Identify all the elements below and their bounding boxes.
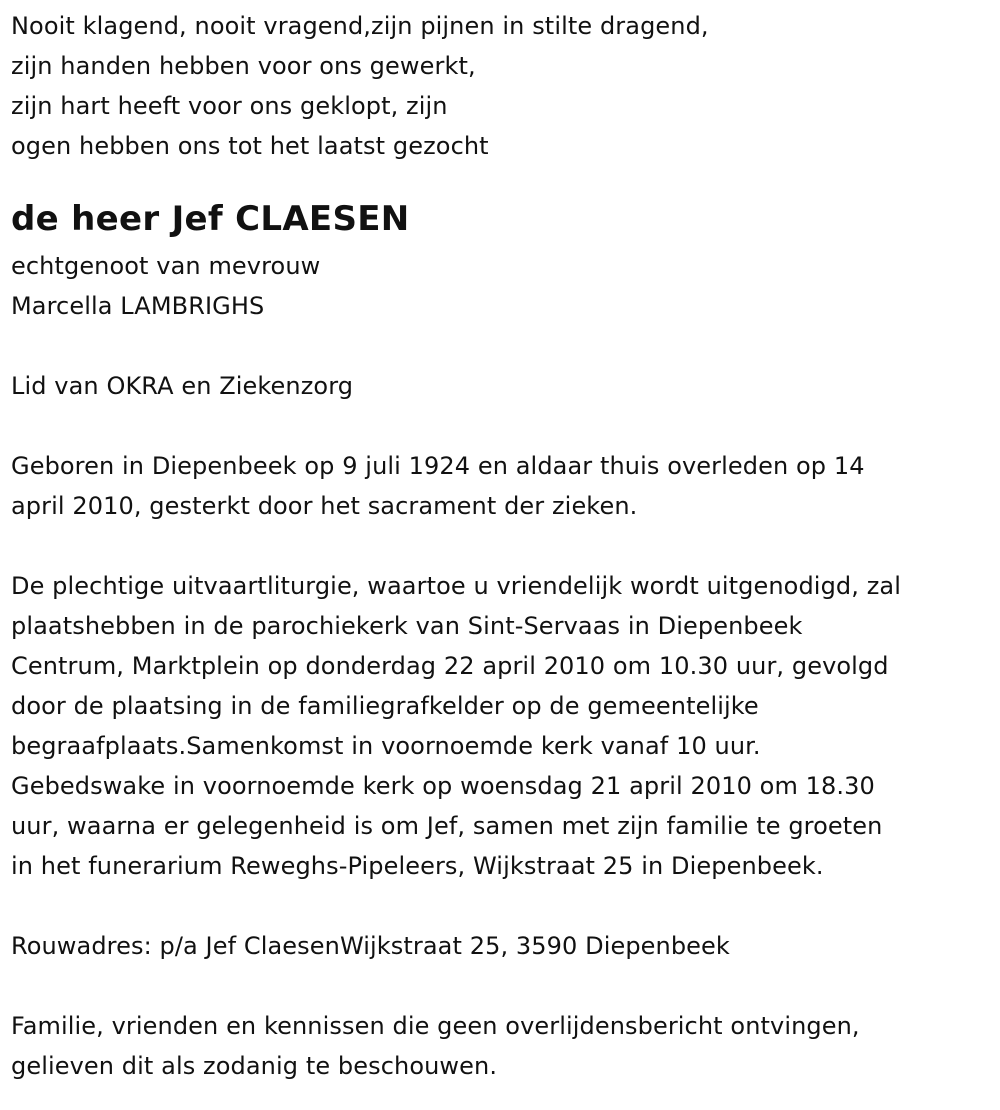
closing-line-2: gelieven dit als zodanig te beschouwen.: [11, 1052, 498, 1080]
spacer: [11, 886, 996, 926]
spacer: [11, 966, 996, 1006]
mourning-address: Rouwadres: p/a Jef ClaesenWijkstraat 25, 3590 Diepenbeek: [11, 932, 730, 960]
spouse-line-1: echtgenoot van mevrouw: [11, 252, 321, 280]
funeral-line-3: Centrum, Marktplein op donderdag 22 april 2010 om 10.30 uur, gevolgd: [11, 652, 889, 680]
birth-death-line-1: Geboren in Diepenbeek op 9 juli 1924 en aldaar thuis overleden op 14: [11, 452, 865, 480]
birth-death-paragraph: [11, 446, 996, 526]
poem-line-4: ogen hebben ons tot het laatst gezocht: [11, 132, 489, 160]
poem-line-2: zijn handen hebben voor ons gewerkt,: [11, 52, 476, 80]
funeral-line-7: uur, waarna er gelegenheid is om Jef, samen met zijn familie te groeten: [11, 812, 883, 840]
death-notice: [11, 6, 996, 1086]
birth-death-line-2: april 2010, gesterkt door het sacrament der zieken.: [11, 492, 638, 520]
closing-paragraph: [11, 1006, 996, 1086]
funeral-line-5: begraafplaats.Samenkomst in voornoemde kerk vanaf 10 uur.: [11, 732, 761, 760]
membership: Lid van OKRA en Ziekenzorg: [11, 372, 354, 400]
funeral-line-1: De plechtige uitvaartliturgie, waartoe u vriendelijk wordt uitgenodigd, zal: [11, 572, 901, 600]
spacer: [11, 166, 996, 192]
funeral-line-4: door de plaatsing in de familiegrafkelder op de gemeentelijke: [11, 692, 759, 720]
spacer: [11, 526, 996, 566]
poem-line-1: Nooit klagend, nooit vragend,zijn pijnen in stilte dragend,: [11, 12, 709, 40]
spouse-line-2: Marcella LAMBRIGHS: [11, 292, 265, 320]
poem: [11, 6, 996, 166]
deceased-block: [11, 192, 996, 326]
funeral-line-6: Gebedswake in voornoemde kerk op woensdag 21 april 2010 om 18.30: [11, 772, 875, 800]
deceased-name: de heer Jef CLAESEN: [11, 199, 410, 239]
closing-line-1: Familie, vrienden en kennissen die geen overlijdensbericht ontvingen,: [11, 1012, 860, 1040]
funeral-line-2: plaatshebben in de parochiekerk van Sint-Servaas in Diepenbeek: [11, 612, 803, 640]
funeral-paragraph: [11, 566, 996, 886]
funeral-line-8: in het funerarium Reweghs-Pipeleers, Wijkstraat 25 in Diepenbeek.: [11, 852, 824, 880]
spacer: [11, 406, 996, 446]
poem-line-3: zijn hart heeft voor ons geklopt, zijn: [11, 92, 448, 120]
spacer: [11, 326, 996, 366]
